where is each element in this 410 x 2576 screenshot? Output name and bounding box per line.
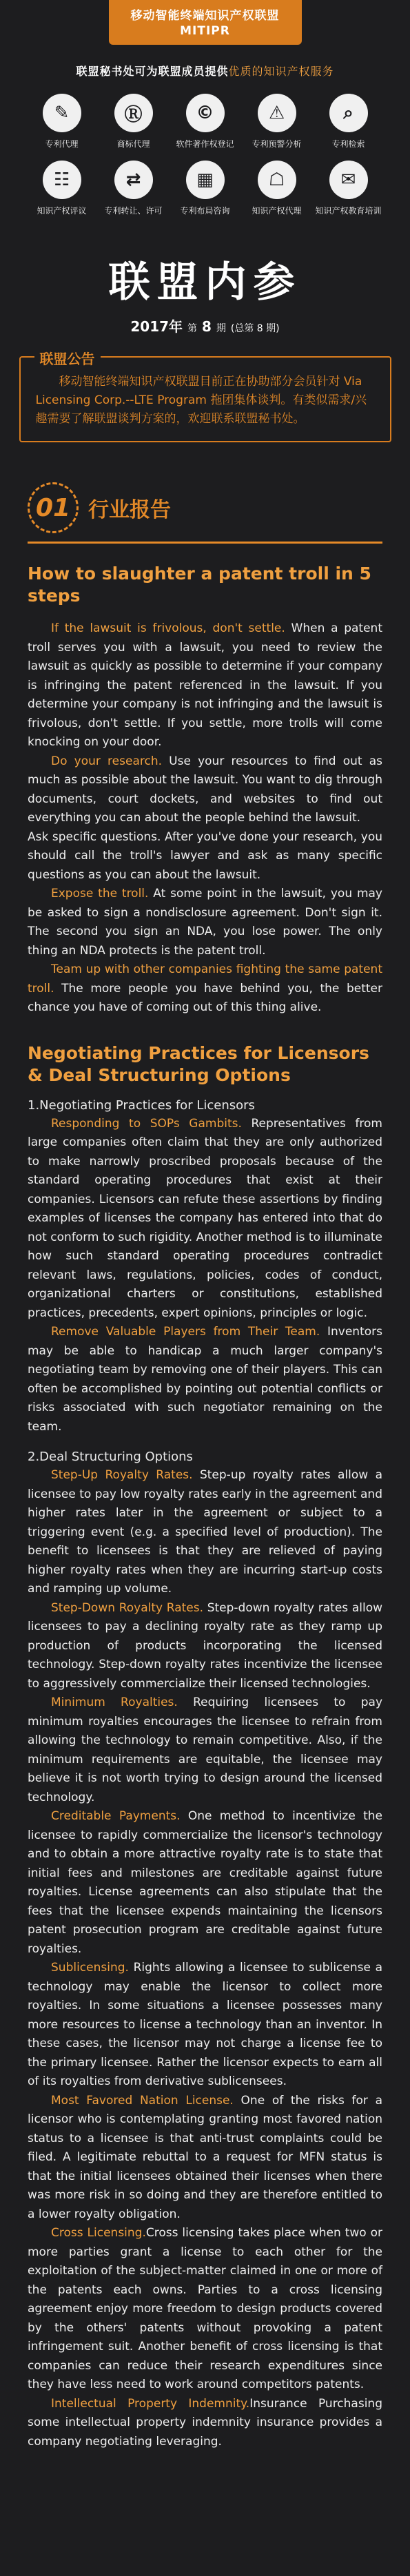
services-intro-prefix: 联盟秘书处可为联盟成员提供 <box>76 65 229 78</box>
article-paragraph: Most Favored Nation License. One of the risks for a licensor who is contemplating granting most favored nation status to a licensee is that anti-trust complaints could be filed. A legitimate rebuttal to a request for MFN status is that the initial licensees obtained their licenses when there was more risk in so doing and they are therefore entitled to a lower royalty obligation. <box>28 2093 382 2221</box>
services-intro <box>0 63 410 79</box>
service-label: 专利布局咨询 <box>180 206 230 216</box>
chat-icon: ☷ <box>43 161 81 199</box>
article-subheading: 2.Deal Structuring Options <box>28 1450 193 1464</box>
layout-icon: ▦ <box>186 161 225 199</box>
article-paragraph: Responding to SOPs Gambits. Representatives from large companies often claim that they are only authorized to make narrowly proscribed proposals because of the standard operating procedures that exist at their companies. Licensors can refute these assertions by finding examples of licenses the company has entered into that do not conform to such rigidity. Another method is to illuminate how such standard operating procedures contradict relevant laws, regulations, policies, codes of conduct, organizational charters or constitutions, established practices, precedents, expert opinions, principles or logic. <box>28 1116 382 1320</box>
article-subheading: 1.Negotiating Practices for Licensors <box>28 1098 255 1113</box>
trademark-icon: Ⓡ <box>114 94 153 132</box>
issue-line <box>0 316 410 336</box>
service-label: 知识产权教育培训 <box>315 206 382 216</box>
article-title: Negotiating Practices for Licensors & Deal Structuring Options <box>28 1042 369 1085</box>
service-label: 知识产权评议 <box>37 206 87 216</box>
service-item <box>170 94 241 150</box>
issue-number: 8 <box>202 318 212 335</box>
service-label: 专利预警分析 <box>252 139 302 149</box>
copyright-icon: © <box>186 94 225 132</box>
section-number: 01 <box>28 482 79 533</box>
training-icon: ✉ <box>329 161 368 199</box>
article-title: How to slaughter a patent troll in 5 steps <box>28 564 371 606</box>
service-label: 商标代理 <box>116 139 150 149</box>
issue-suffix: 期 <box>216 323 226 334</box>
org-badge <box>109 0 302 45</box>
service-item <box>26 161 98 216</box>
agent-icon: ☖ <box>258 161 296 199</box>
article-paragraph: Step-Up Royalty Rates. Step-up royalty rates allow a licensee to pay low royalty rates early in the agreement and higher rates later in the agreement or subject to a triggering event (e.g. a specified level of production). The benefit to licensees is that they are relieved of paying higher royalty rates when they are incurring start-up costs and ramping up volume. <box>28 1468 383 1596</box>
services-grid <box>26 94 385 216</box>
service-item <box>98 94 170 150</box>
search-icon: ⌕ <box>329 94 368 132</box>
service-label: 专利检索 <box>331 139 365 149</box>
service-item <box>313 161 385 216</box>
section-divider <box>28 542 382 544</box>
article-paragraph: If the lawsuit is frivolous, don't settle. When a patent troll serves you with a lawsuit, you need to review the lawsuit as quickly as possible to determine if your company is infringing the patent referenced in the lawsuit. If you determine your company is not infringing and the lawsuit is frivolous, don't settle. If you settle, more trolls will come knocking on your door. <box>28 621 382 749</box>
file-icon: ✎ <box>43 94 81 132</box>
announcement-box <box>19 351 391 442</box>
service-label: 软件著作权登记 <box>176 139 234 149</box>
warning-icon: ⚠ <box>258 94 296 132</box>
section-header <box>28 482 410 533</box>
article-paragraph: Creditable Payments. One method to incentivize the licensee to rapidly commercialize the licensor's technology and to obtain a more attractive royalty rate is to state that initial fees and milestones are creditable against future royalties. License agreements can also stipulate that the fees that the licensee expends maintaining the licensors patent prosecution program are creditable against future royalties. <box>28 1809 382 1956</box>
service-label: 专利转让、许可 <box>104 206 163 216</box>
org-name-cn: 移动智能终端知识产权联盟 <box>130 9 280 23</box>
article-paragraph: Sublicensing. Rights allowing a licensee to sublicense a technology may enable the licensor to collect more royalties. In some situations a licensee possesses many more resources to license a technology than an inventor. In these cases, the licensor may not charge a license fee to the primary licensee. Rather the licensor expects to earn all of its royalties from derivative sublicensees. <box>28 1961 382 2088</box>
article-patent-troll <box>0 563 410 1018</box>
issue-year: 2017年 <box>130 318 183 335</box>
service-item <box>241 94 313 150</box>
article-paragraph: Minimum Royalties. Requiring licensees to pay minimum royalties encourages the licensee to refrain from allowing the technology to remain competitive. Also, if the minimum requirements are equitable, the licensee may believe it is not worth trying to design around the licensed technology. <box>28 1696 382 1804</box>
article-paragraph: Cross Licensing.Cross licensing takes place when two or more parties grant a license to each other for the exploitation of the subject-matter claimed in one or more of the patents each owns. Parties to a cross licensing agreement enjoy more freedom to design products covered by the others' patents without provoking a patent infringement suit. Another benefit of cross licensing is that companies can reduce their research expenditures since they have less need to work around competitors patents. <box>28 2226 382 2391</box>
article-negotiating-practices <box>0 1042 410 2452</box>
service-item <box>26 94 98 150</box>
service-item <box>313 94 385 150</box>
service-item <box>170 161 241 216</box>
article-paragraph: Remove Valuable Players from Their Team. Inventors may be able to handicap a much larger company's negotiating team by removing one of their players. This can often be accomplished by pointing out potential conflicts or risks associated with such negotiator remaining on the team. <box>28 1325 382 1434</box>
article-paragraph: Team up with other companies fighting the same patent troll. The more people you have behind you, the better chance you have of coming out of this thing alive. <box>28 962 382 1014</box>
page-title: 联盟内参 <box>108 258 302 307</box>
issue-total: (总第 8 期) <box>230 323 280 334</box>
article-paragraph: Do your research. Use your resources to find out as much as possible about the lawsuit. You want to dig through documents, court dockets, and websites to find out everything you can about the people behind the lawsuit. <box>28 754 382 825</box>
article-paragraph: Step-Down Royalty Rates. Step-down royalty rates allow licensees to pay a declining royalty rate as they ramp up production of products incorporating the licensed technology. Step-down royalty rates incentivize the licensee to aggressively commercialize their licensed technologies. <box>28 1600 382 1691</box>
article-paragraph: Intellectual Property Indemnity.Insurance Purchasing some intellectual property indemnity insurance provides a company negotiating leveraging. <box>28 2396 382 2449</box>
section-title: 行业报告 <box>88 498 171 522</box>
issue-label: 第 <box>187 323 198 334</box>
services-intro-highlight: 优质的知识产权服务 <box>228 65 334 78</box>
announcement-tag: 联盟公告 <box>34 348 101 368</box>
service-item <box>98 161 170 216</box>
announcement-text: 移动智能终端知识产权联盟目前正在协助部分会员针对 Via Licensing Corp.--LTE Program 拖团集体谈判。有类似需求/兴趣需要了解联盟谈判方案的，欢迎联系联盟秘书处。 <box>35 375 367 426</box>
org-name-en: MITIPR <box>180 24 230 38</box>
service-label: 知识产权代理 <box>252 206 302 216</box>
article-paragraph: Expose the troll. At some point in the lawsuit, you may be asked to sign a nondisclosure agreement. Don't sign it. The second you sign an NDA, you lose power. The only thing an NDA protects is the patent troll. <box>28 887 382 958</box>
service-label: 专利代理 <box>45 139 79 149</box>
service-item <box>241 161 313 216</box>
article-paragraph: Ask specific questions. After you've done your research, you should call the troll's lawyer and ask as many specific questions as you can about the lawsuit. <box>28 830 382 882</box>
transfer-icon: ⇄ <box>114 161 153 199</box>
